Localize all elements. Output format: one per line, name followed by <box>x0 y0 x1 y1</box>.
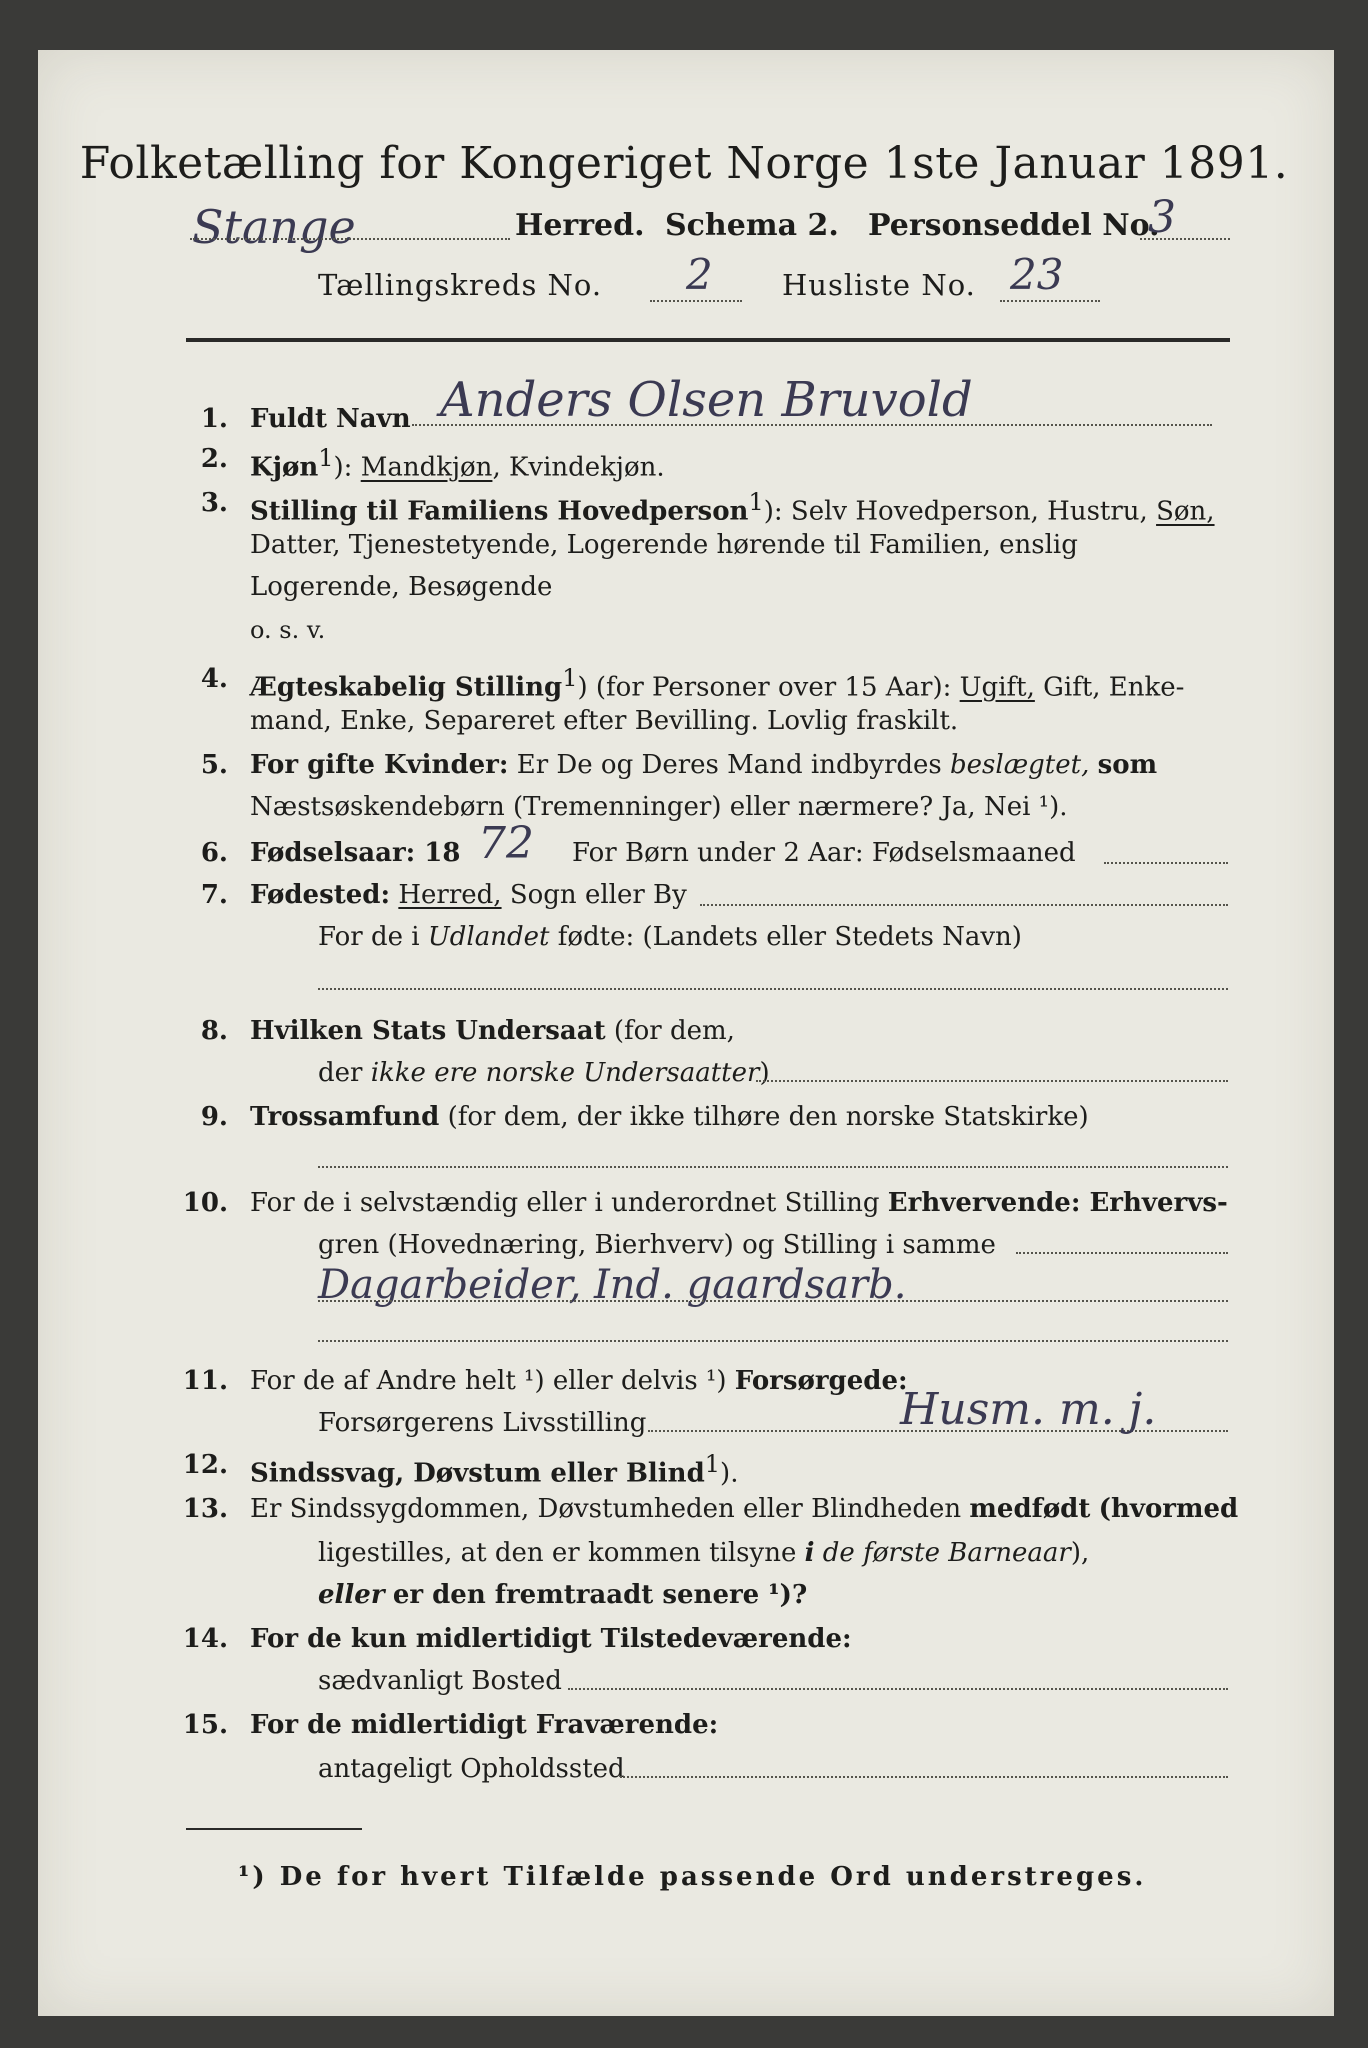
item-10-dots <box>1016 1252 1228 1254</box>
item-8-line-2-b: ) <box>759 1058 770 1088</box>
herred-dots <box>190 238 510 240</box>
item-2-number: 2. <box>200 444 228 474</box>
item-15-label: For de midlertidigt Fraværende: <box>250 1710 719 1740</box>
item-15-dots <box>620 1776 1228 1778</box>
item-9-dots <box>318 1166 1228 1168</box>
kreds-label: Tællingskreds No. <box>318 268 603 302</box>
item-7-number: 7. <box>200 880 228 910</box>
item-8-line-2 <box>318 1058 770 1088</box>
item-14-dots <box>568 1688 1228 1690</box>
item-13-line-3 <box>318 1580 807 1610</box>
item-7-line-2-em: Udlandet <box>427 922 550 952</box>
item-11-handwriting: Husm. m. j. <box>900 1384 1157 1435</box>
item-1-number: 1. <box>200 404 228 434</box>
item-9-line-1 <box>250 1102 1089 1132</box>
item-5-text: Er De og Deres Mand indbyrdes <box>516 750 942 780</box>
item-4-line-1: Ægteskabelig Stilling$^1$) (for Personer over 15 Aar): Ugift, Gift, Enke- <box>250 664 1185 703</box>
item-13-line-2-a: ligestilles, at den er kommen tilsyne <box>318 1538 797 1568</box>
item-12-line-1: Sindssvag, Døvstum eller Blind$^1$). <box>250 1450 739 1489</box>
kreds-dots <box>650 300 742 302</box>
item-3-line-1: Stilling til Familiens Hovedperson$^1$): Selv Hovedperson, Hustru, Søn, <box>250 488 1215 527</box>
item-1-dots <box>412 424 1212 426</box>
herred-handwriting: Stange <box>192 200 356 254</box>
item-7-dots-2 <box>318 988 1228 990</box>
item-9-label: Trossamfund <box>250 1102 440 1132</box>
item-2-text: Kjøn$^1$): Mandkjøn, Kvindekjøn. <box>250 444 665 483</box>
item-2-label: Kjøn <box>250 452 319 483</box>
item-4-line-2: mand, Enke, Separeret efter Bevilling. Lovlig fraskilt. <box>250 706 959 736</box>
item-2-option-mandkjon: Mandkjøn <box>360 452 493 483</box>
item-5-label: For gifte Kvinder: <box>250 750 509 780</box>
item-6-label: Fødselsaar: 18 <box>250 838 461 868</box>
item-3-line-2: Datter, Tjenestetyende, Logerende hørende til Familien, enslig <box>250 530 1078 560</box>
item-14-label: For de kun midlertidigt Tilstedeværende: <box>250 1624 852 1654</box>
item-11-line-2: Forsørgerens Livsstilling <box>318 1408 647 1438</box>
item-3-line-3: Logerende, Besøgende <box>250 572 553 602</box>
husliste-dots <box>1000 300 1100 302</box>
personseddel-dots <box>1140 238 1230 240</box>
item-13-end: (hvormed <box>1098 1494 1239 1524</box>
item-1-handwriting: Anders Olsen Bruvold <box>440 372 973 428</box>
item-3-label: Stilling til Familiens Hovedperson <box>250 496 749 527</box>
herred-line <box>192 200 356 254</box>
footnote: ¹) De for hvert Tilfælde passende Ord understreges. <box>238 1862 1147 1892</box>
item-7-label: Fødested: <box>250 880 391 910</box>
item-1-label: Fuldt Navn <box>250 404 411 434</box>
item-2-option-kvindekjon: Kvindekjøn. <box>508 452 665 483</box>
item-13-line-3-em: eller <box>318 1580 385 1610</box>
item-5-emphasis: beslægtet, <box>950 750 1090 780</box>
item-4-label: Ægteskabelig Stilling <box>250 672 563 703</box>
item-3-footnote-mark: 1 <box>748 488 764 516</box>
item-11-number: 11. <box>182 1366 228 1396</box>
item-13-line-2-b: i <box>804 1538 815 1568</box>
item-7-rest: Sogn eller By <box>509 880 687 910</box>
item-6-number: 6. <box>200 838 228 868</box>
item-10-line-2: gren (Hovednæring, Bierhverv) og Stilling i samme <box>318 1230 996 1260</box>
item-8-line-1 <box>250 1016 735 1046</box>
item-5-number: 5. <box>200 750 228 780</box>
item-9-number: 9. <box>200 1102 228 1132</box>
item-4-rest: Gift, Enke- <box>1043 672 1185 703</box>
kreds-handwriting: 2 <box>686 250 713 299</box>
item-12-label: Sindssvag, Døvstum eller Blind <box>250 1458 705 1489</box>
item-9-rest: (for dem, der ikke tilhøre den norske Statskirke) <box>447 1102 1089 1132</box>
item-3-number: 3. <box>200 488 228 518</box>
item-8-line-2-a: der <box>318 1058 363 1088</box>
header-rule <box>186 338 1230 342</box>
form-title: Folketælling for Kongeriget Norge 1ste Januar 1891. <box>79 138 1289 189</box>
item-15-number: 15. <box>182 1710 228 1740</box>
item-4-paren: (for Personer over 15 Aar): <box>595 672 952 703</box>
item-10-dots-3 <box>318 1340 1228 1342</box>
item-7-line-1 <box>250 880 687 910</box>
item-12-footnote-mark: 1 <box>704 1450 721 1478</box>
item-10-handwriting: Dagarbeider, Ind. gaardsarb. <box>318 1262 907 1308</box>
husliste-handwriting: 23 <box>1010 250 1064 299</box>
item-8-dots <box>756 1080 1228 1082</box>
husliste-label: Husliste No. <box>782 268 976 302</box>
item-12-number: 12. <box>182 1450 228 1480</box>
item-3-line-4: o. s. v. <box>250 616 326 644</box>
item-14-number: 14. <box>182 1624 228 1654</box>
item-6-dots <box>1104 862 1228 864</box>
item-8-number: 8. <box>200 1016 228 1046</box>
item-5-line-2: Næstsøskendebørn (Tremenninger) eller nærmere? Ja, Nei ¹). <box>250 792 1068 822</box>
item-4-selected: Ugift, <box>959 672 1035 703</box>
item-15-line-2: antageligt Opholdssted <box>318 1754 625 1784</box>
item-3-options: Selv Hovedperson, Hustru, <box>790 496 1148 527</box>
item-10-text: For de i selvstændig eller i underordnet Stilling <box>250 1188 880 1218</box>
item-4-footnote-mark: 1 <box>562 664 578 692</box>
item-14-line-2: sædvanligt Bosted <box>318 1666 562 1696</box>
personseddel-label: Personseddel No. <box>868 208 1160 243</box>
item-13-bold: medfødt <box>969 1494 1091 1524</box>
item-8-label: Hvilken Stats Undersaat <box>250 1016 606 1046</box>
item-11-line-1 <box>250 1366 908 1396</box>
item-5-end: som <box>1097 750 1158 780</box>
item-4-number: 4. <box>200 664 228 694</box>
item-6-handwriting: 72 <box>478 818 534 869</box>
item-13-line-2-em: de første Barneaar <box>822 1538 1071 1568</box>
item-13-line-1 <box>250 1494 1238 1524</box>
schema-label: Schema 2. <box>665 208 839 243</box>
item-13-line-2: ligestilles, at den er kommen tilsyne i de første Barneaar), <box>318 1538 1090 1568</box>
item-13-number: 13. <box>182 1494 228 1524</box>
item-8-rest: (for dem, <box>613 1016 735 1046</box>
item-10-dots-2 <box>318 1300 1228 1302</box>
personseddel-handwriting: 3 <box>1148 192 1176 243</box>
item-10-bold: Erhvervende: Erhvervs- <box>887 1188 1228 1218</box>
item-2-footnote-mark: 1 <box>318 444 334 472</box>
item-11-bold: Forsørgede: <box>734 1366 908 1396</box>
item-8-line-2-em: ikke ere norske Undersaatter <box>370 1058 760 1088</box>
item-11-text: For de af Andre helt ¹) eller delvis ¹) <box>250 1366 727 1396</box>
item-10-line-1 <box>250 1188 1228 1218</box>
item-7-selected: Herred, <box>398 880 502 910</box>
item-7-line-2-a: For de i <box>318 922 420 952</box>
item-7-line-2-b: fødte: (Landets eller Stedets Navn) <box>557 922 1022 952</box>
item-5-line-1 <box>250 750 1157 780</box>
item-7-line-2 <box>318 922 1022 952</box>
item-10-number: 10. <box>182 1188 228 1218</box>
herred-label: Herred. <box>515 208 645 243</box>
footnote-rule <box>186 1828 362 1830</box>
item-13-line-3-b: er den fremtraadt senere ¹)? <box>392 1580 808 1610</box>
item-7-dots <box>700 904 1228 906</box>
item-6-rest: For Børn under 2 Aar: Fødselsmaaned <box>572 838 1076 868</box>
item-13-text: Er Sindssygdommen, Døvstumheden eller Blindheden <box>250 1494 962 1524</box>
item-3-selected: Søn, <box>1156 496 1215 527</box>
